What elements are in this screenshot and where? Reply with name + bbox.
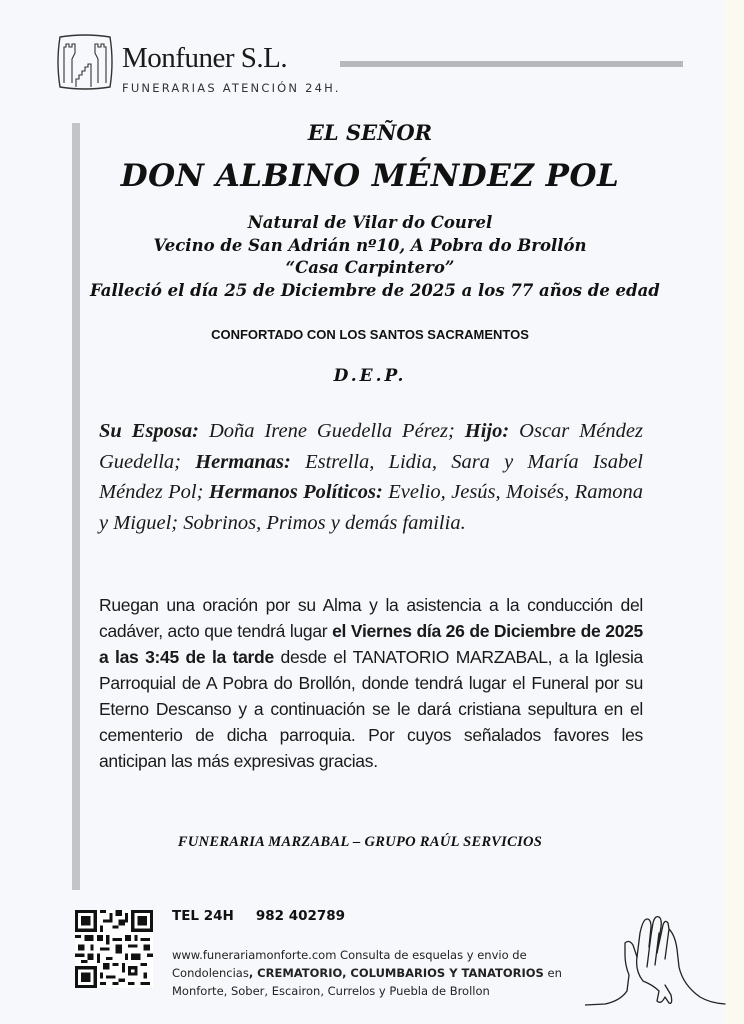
scan-edge-strip bbox=[723, 0, 744, 1024]
ceremony-datetime: el Viernes día 26 de Diciembre de 2025 a las 3:45 de la tarde bbox=[99, 621, 643, 667]
family-label-sisters: Hermanas: bbox=[195, 450, 291, 473]
family-label-son: Hijo: bbox=[464, 420, 510, 442]
info-house-name: “Casa Carpintero” bbox=[285, 258, 455, 277]
qr-code-icon[interactable] bbox=[75, 910, 153, 988]
family-text-in-laws: Evelio, Jesús, Moisés, Ramona y Miguel; Sobrinos, Primos y demás familia. bbox=[99, 481, 643, 534]
ceremony-intro: Ruegan una oración por su Alma y la asistencia a la conducción del cadáver, acto que tendrá lugar bbox=[99, 595, 643, 641]
brand-tagline: FUNERARIAS ATENCIÓN 24H. bbox=[122, 81, 341, 95]
praying-hands-icon bbox=[585, 905, 735, 1015]
family-text-wife: Doña Irene Guedella Pérez; bbox=[198, 420, 465, 442]
decorative-side-bar bbox=[72, 123, 80, 890]
phone-number[interactable]: 982 402789 bbox=[255, 908, 346, 924]
ceremony-paragraph bbox=[99, 592, 643, 774]
website-description: Consulta de esquelas y envio de Condolencias bbox=[172, 948, 527, 980]
family-label-in-laws: Hermanos Políticos: bbox=[208, 481, 383, 503]
info-residence: Vecino de San Adrián nº10, A Pobra do Brollón bbox=[153, 235, 587, 255]
phone-line bbox=[172, 908, 345, 924]
castle-towers-icon bbox=[54, 31, 116, 93]
family-text-sisters: Estrella, Lidia, Sara y María Isabel Méndez Pol; bbox=[99, 450, 643, 503]
title-prefix: EL SEÑOR bbox=[307, 120, 433, 145]
family-label-wife: Su Esposa: bbox=[99, 420, 199, 442]
decorative-top-bar bbox=[340, 61, 683, 67]
family-text-son: Oscar Méndez Guedella; bbox=[99, 420, 643, 473]
sacraments-line: CONFORTADO CON LOS SANTOS SACRAMENTOS bbox=[211, 327, 529, 342]
services-list: , CREMATORIO, COLUMBARIOS Y TANATORIOS bbox=[248, 966, 544, 980]
info-death-date: Falleció el día 25 de Diciembre de 2025 a los 77 años de edad bbox=[90, 280, 660, 300]
deceased-name: DON ALBINO MÉNDEZ POL bbox=[120, 158, 620, 194]
deceased-info bbox=[90, 212, 660, 302]
family-paragraph bbox=[99, 416, 643, 538]
brand-name: Monfuner S.L. bbox=[122, 42, 288, 74]
funeral-home-name: FUNERARIA MARZABAL – GRUPO RAÚL SERVICIOS bbox=[177, 834, 543, 850]
info-origin: Natural de Vilar do Courel bbox=[247, 213, 493, 232]
contact-info bbox=[172, 946, 572, 1000]
phone-label: TEL 24H bbox=[172, 908, 234, 924]
website-link[interactable]: www.funerariamonforte.com bbox=[172, 948, 337, 962]
rip-line: D.E.P. bbox=[333, 366, 407, 386]
locations-list: en Monforte, Sober, Escairon, Currelos y Puebla de Brollon bbox=[172, 966, 562, 998]
ceremony-details: desde el TANATORIO MARZABAL, a la Iglesia Parroquial de A Pobra do Brollón, donde tendrá lugar el Funeral por su Eterno Descanso y a continuación se le dará cristiana sepultura en el cementerio de dicha parroquia. Por cuyos señalados favores les anticipan las más expresivas gracias. bbox=[99, 647, 643, 771]
